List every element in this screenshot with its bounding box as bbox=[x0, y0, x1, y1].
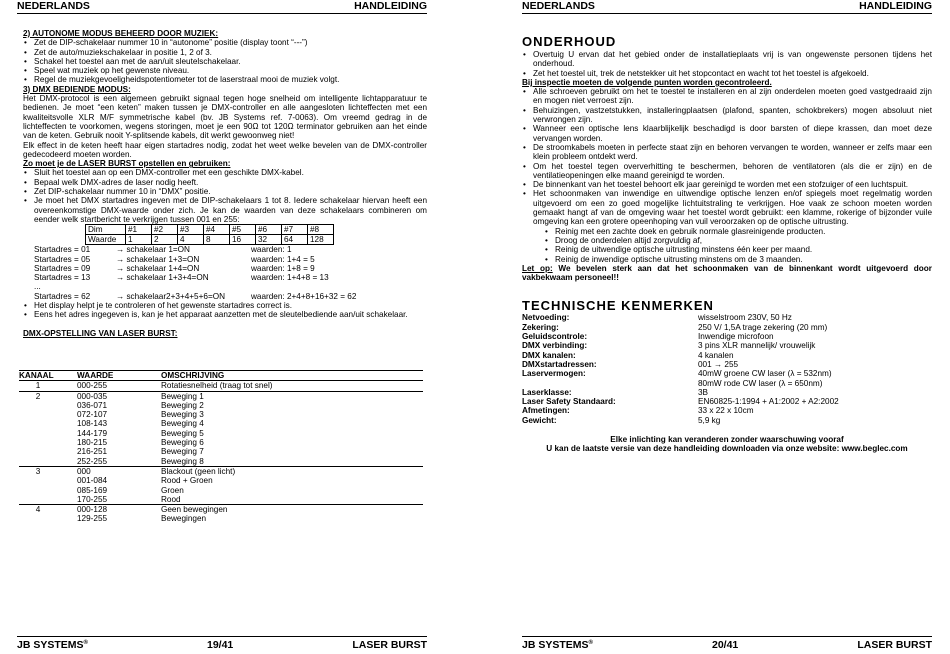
switch-setting: → schakelaar 1=ON bbox=[116, 245, 190, 255]
page-header bbox=[17, 0, 427, 14]
list-item: • Reinig met een zachte doek en gebruik normale glasreinigende producten. bbox=[544, 227, 932, 236]
dmx-channel-table bbox=[19, 370, 423, 524]
spec-value: 250 V/ 1,5A trage zekering (20 mm) bbox=[698, 322, 828, 332]
value-cell: 180-215 bbox=[77, 438, 108, 448]
list-item: • Overtuig U ervan dat het gebied onder de installatieplaats vrij is van ongewenste personen tijdens het onderhoud. bbox=[522, 50, 932, 69]
value-cell: 108-143 bbox=[77, 419, 108, 429]
spec-value: Inwendige microfoon bbox=[698, 332, 774, 342]
channel-cell: 1 bbox=[19, 381, 77, 391]
right-content bbox=[522, 34, 932, 454]
table-row bbox=[19, 447, 423, 456]
page-number: 20/41 bbox=[712, 639, 739, 651]
list-item: • Je moet het DMX startadres ingeven met de DIP-schakelaars 1 tot 8. Iedere schakelaar hiervan heeft een overeenkomstige DMX-waarde onder zich. Je kan de waarden van deze schakelaars combineren om eender welk startbericht te verkrijgen tussen 001 en 255: bbox=[23, 196, 427, 224]
spec-value: 001 → 255 bbox=[698, 359, 739, 369]
list-item: • Alle schroeven gebruikt om het te toestel te installeren en al zijn onderdelen moeten goed vastgedraaid zijn en mogen niet verroest zijn. bbox=[522, 87, 932, 106]
switch-values: waarden: 1 bbox=[251, 245, 292, 255]
header-language: NEDERLANDS bbox=[522, 0, 595, 12]
table-row bbox=[19, 391, 423, 401]
value-cell: 085-169 bbox=[77, 485, 108, 495]
table-cell: 32 bbox=[256, 235, 282, 245]
spec-value: 33 x 22 x 10cm bbox=[698, 406, 754, 416]
table-row bbox=[86, 235, 334, 245]
column-header: OMSCHRIJVING bbox=[161, 371, 423, 381]
table-cell: #6 bbox=[256, 225, 282, 235]
table-cell: Dim bbox=[86, 225, 126, 235]
table-row bbox=[19, 438, 423, 447]
address-examples bbox=[23, 245, 427, 301]
column-header: WAARDE bbox=[77, 371, 161, 381]
table-row bbox=[19, 410, 423, 419]
setup-list bbox=[23, 168, 427, 224]
value-cell: 129-255 bbox=[77, 514, 108, 524]
value-cell: 001-084 bbox=[77, 476, 108, 486]
spec-label: Laservermogen: bbox=[522, 369, 586, 379]
table-cell: #2 bbox=[152, 225, 178, 235]
table-cell: #1 bbox=[126, 225, 152, 235]
clean-list bbox=[544, 227, 932, 264]
table-cell: #5 bbox=[230, 225, 256, 235]
dmx-setup-title: DMX-OPSTELLING VAN LASER BURST: bbox=[23, 328, 178, 338]
footer-brand: JB SYSTEMS® bbox=[522, 639, 593, 651]
table-row bbox=[19, 381, 423, 391]
description-cell: Bewegingen bbox=[161, 514, 207, 524]
spec-value: EN60825-1:1994 + A1:2002 + A2:2002 bbox=[698, 397, 839, 407]
value-cell: 036-071 bbox=[77, 400, 108, 410]
description-cell: Rood bbox=[161, 494, 181, 504]
autonome-title: 2) AUTONOME MODUS BEHEERD DOOR MUZIEK: bbox=[23, 29, 219, 38]
value-cell: 216-251 bbox=[77, 447, 108, 457]
description-cell: Blackout (geen licht) bbox=[161, 466, 423, 476]
address-label: Startadres = 62 bbox=[34, 291, 91, 301]
switch-setting bbox=[116, 282, 251, 291]
table-cell: 8 bbox=[204, 235, 230, 245]
spec-list bbox=[522, 313, 932, 425]
dmx-channel-table-wrap bbox=[19, 370, 427, 524]
address-label: ... bbox=[34, 282, 41, 292]
switch-values: waarden: 1+4 = 5 bbox=[251, 254, 315, 264]
page-header bbox=[522, 0, 932, 14]
list-item: • Reinig de uitwendige optische uitrusting minstens één keer per maand. bbox=[544, 245, 932, 254]
spec-value: 80mW rode CW laser (λ = 650nm) bbox=[698, 378, 823, 388]
table-cell: 1 bbox=[126, 235, 152, 245]
list-item: • Zet DIP-schakelaar nummer 10 in “DMX” positie. bbox=[23, 187, 427, 196]
table-cell: 128 bbox=[308, 235, 334, 245]
list-item: • Regel de muziekgevoeligheidspotentiometer tot de laserstraal mooi de muziek volgt. bbox=[23, 75, 427, 84]
switch-values: waarden: 1+4+8 = 13 bbox=[251, 273, 329, 283]
table-cell: 64 bbox=[282, 235, 308, 245]
table-cell: #8 bbox=[308, 225, 334, 235]
page-right bbox=[522, 0, 932, 654]
value-cell: 000-035 bbox=[77, 391, 161, 401]
description-cell: Beweging 3 bbox=[161, 410, 204, 420]
table-cell: Waarde bbox=[86, 235, 126, 245]
notice-download: U kan de laatste versie van deze handleiding downloaden via onze website: www.beglec.com bbox=[546, 444, 908, 454]
column-header: KANAAL bbox=[19, 371, 77, 381]
left-content bbox=[23, 29, 427, 338]
channel-cell: 2 bbox=[19, 391, 77, 401]
letop-label: Let op: bbox=[522, 263, 553, 273]
display-list bbox=[23, 301, 427, 320]
table-cell: #7 bbox=[282, 225, 308, 235]
header-title: HANDLEIDING bbox=[859, 0, 932, 12]
spec-value: wisselstroom 230V, 50 Hz bbox=[698, 313, 792, 323]
footer-brand: JB SYSTEMS® bbox=[17, 639, 88, 651]
list-item: • Schakel het toestel aan met de aan/uit sleutelschakelaar. bbox=[23, 57, 427, 66]
onderhoud-title: ONDERHOUD bbox=[522, 34, 617, 49]
table-cell: 16 bbox=[230, 235, 256, 245]
channel-cell: 4 bbox=[19, 505, 77, 515]
table-row bbox=[19, 466, 423, 476]
description-cell: Beweging 8 bbox=[161, 456, 204, 466]
description-cell: Rood + Groen bbox=[161, 476, 213, 486]
spec-label: Laser Safety Standaard: bbox=[522, 397, 616, 407]
table-cell: #3 bbox=[178, 225, 204, 235]
spec-label: Netvoeding: bbox=[522, 313, 570, 323]
spec-value: 3B bbox=[698, 387, 709, 397]
spec-label: DMXstartadressen: bbox=[522, 359, 597, 369]
spec-value: 5,9 kg bbox=[698, 415, 721, 425]
table-row bbox=[19, 505, 423, 515]
setup-title: Zo moet je de LASER BURST opstellen en gebruiken: bbox=[23, 159, 231, 169]
list-item: • De binnenkant van het toestel behoort elk jaar gereinigd te worden met een stofzuiger of een luchtspuit. bbox=[522, 180, 932, 189]
table-row bbox=[19, 514, 423, 523]
table-row bbox=[19, 486, 423, 495]
dmx-paragraph-1: Het DMX-protocol is een algemeen gebruikt signaal tegen hoge snelheid om intelligente lichtapparatuur te bedienen. Je moet “een keten” maken tussen je DMX-controller en alle aangesloten lichteffecten met een kwaliteitsvolle XLR M/F symmetrische kabel (bv. JB Systems ref. 7-0063). Om vreemd gedrag in de lichteffecten te voorkomen, wegens storingen, moet je een 90Ω tot 120Ω terminator gebruiken aan het einde van de keten. Gebruik nooit Y-splitsende kabels, dit werkt gewoonweg niet! bbox=[23, 94, 427, 141]
spec-label: DMX kanalen: bbox=[522, 350, 576, 360]
autonome-list bbox=[23, 38, 427, 84]
list-item: • Wanneer een optische lens klaarblijkelijk beschadigd is door barsten of diepe krassen, dan moet deze vervangen worden. bbox=[522, 124, 932, 143]
page-number: 19/41 bbox=[207, 639, 234, 651]
inspectie-title: Bij inspectie moeten de volgende punten worden gecontroleerd. bbox=[522, 77, 772, 87]
value-cell: 000 bbox=[77, 466, 161, 476]
description-cell: Beweging 1 bbox=[161, 391, 423, 401]
list-item: • Bepaal welk DMX-adres de laser nodig heeft. bbox=[23, 178, 427, 187]
spec-value: 4 kanalen bbox=[698, 350, 734, 360]
switch-setting: → schakelaar 1+3=ON bbox=[116, 254, 200, 264]
value-cell: 170-255 bbox=[77, 494, 108, 504]
list-item: • Zet het toestel uit, trek de netstekker uit het stopcontact en wacht tot het toestel is afgekoeld. bbox=[522, 69, 932, 78]
table-cell: 4 bbox=[178, 235, 204, 245]
spec-label: Afmetingen: bbox=[522, 406, 570, 416]
spec-label: Laserklasse: bbox=[522, 387, 572, 397]
list-item: • Droog de onderdelen altijd zorgvuldig af, bbox=[544, 236, 932, 245]
description-cell: Beweging 6 bbox=[161, 438, 204, 448]
description-cell: Rotatiesnelheid (traag tot snel) bbox=[161, 381, 423, 391]
address-label: Startadres = 09 bbox=[34, 263, 91, 273]
address-label: Startadres = 01 bbox=[34, 245, 91, 255]
value-cell: 144-179 bbox=[77, 428, 108, 438]
letop-note bbox=[522, 264, 932, 283]
list-item: • Speel wat muziek op het gewenste niveau. bbox=[23, 66, 427, 75]
switch-values: waarden: 2+4+8+16+32 = 62 bbox=[251, 291, 357, 301]
table-row bbox=[19, 476, 423, 485]
value-cell: 000-128 bbox=[77, 505, 161, 515]
switch-setting: → schakelaar2+3+4+5+6=ON bbox=[116, 291, 226, 301]
address-label: Startadres = 13 bbox=[34, 273, 91, 283]
list-item: • Zet de auto/muziekschakelaar in positie 1, 2 of 3. bbox=[23, 48, 427, 57]
spec-value: 3 pins XLR mannelijk/ vrouwelijk bbox=[698, 341, 816, 351]
table-row bbox=[19, 401, 423, 410]
dmx-mode-title: 3) DMX BEDIENDE MODUS: bbox=[23, 84, 131, 94]
page-footer bbox=[522, 636, 932, 652]
table-row bbox=[19, 495, 423, 505]
page-left bbox=[17, 0, 427, 654]
letop-text: We bevelen sterk aan dat het schoonmaken van de binnenkant wordt uitgevoerd door vakbekwaam personeel!! bbox=[522, 263, 932, 283]
value-cell: 000-255 bbox=[77, 381, 161, 391]
spec-label: Zekering: bbox=[522, 322, 559, 332]
header-title: HANDLEIDING bbox=[354, 0, 427, 12]
header-language: NEDERLANDS bbox=[17, 0, 90, 12]
tech-title: TECHNISCHE KENMERKEN bbox=[522, 298, 714, 314]
spec-label: Gewicht: bbox=[522, 415, 557, 425]
spec-label: Geluidscontrole: bbox=[522, 332, 588, 342]
list-item: • Reinig de inwendige optische uitrusting minstens om de 3 maanden. bbox=[544, 255, 932, 264]
onderhoud-list bbox=[522, 50, 932, 78]
value-cell: 252-255 bbox=[77, 456, 108, 466]
table-row bbox=[19, 457, 423, 467]
table-row bbox=[19, 429, 423, 438]
list-item: • Het display helpt je te controleren of het gewenste startadres correct is. bbox=[23, 301, 427, 310]
switch-values: waarden: 1+8 = 9 bbox=[251, 263, 315, 273]
table-row bbox=[86, 225, 334, 235]
spec-value: 40mW groene CW laser (λ = 532nm) bbox=[698, 369, 832, 379]
dmx-paragraph-2: Elk effect in de keten heeft haar eigen startadres nodig, zodat het weet welke bevelen van de DMX-controller gedecodeerd moeten worden. bbox=[23, 140, 427, 159]
description-cell: Groen bbox=[161, 485, 184, 495]
list-item: • Het schoonmaken van inwendige en uitwendige optische lenzen en/of spiegels moet regelmatig worden uitgevoerd om een zo goed mogelijke lichtuitstraling te verkrijgen. Hoe vaak ze schoon moeten worden gemaakt hangt af van de omgeving waar het toestel wordt gebruikt: een klamme, rokerige of bijzonder vuile omgeving kan een grotere opeenhoping van vuil veroorzaken op de optische uitrusting. bbox=[522, 189, 932, 226]
description-cell: Beweging 7 bbox=[161, 447, 204, 457]
inspectie-list bbox=[522, 87, 932, 226]
dip-switch-table bbox=[85, 224, 334, 245]
list-item: • De stroomkabels moeten in perfecte staat zijn en behoren vervangen te worden, wanneer er zelfs maar een klein probleem ontdekt werd. bbox=[522, 143, 932, 162]
list-item: • Zet de DIP-schakelaar nummer 10 in “autonome” positie (display toont “---”) bbox=[23, 38, 427, 47]
address-label: Startadres = 05 bbox=[34, 254, 91, 264]
table-row bbox=[19, 419, 423, 428]
list-item: • Eens het adres ingegeven is, kan je het apparaat aanzetten met de sleutelbediende aan/uit schakelaar. bbox=[23, 310, 427, 319]
table-cell: 2 bbox=[152, 235, 178, 245]
channel-cell: 3 bbox=[19, 466, 77, 476]
switch-setting: → schakelaar 1+3+4=ON bbox=[116, 273, 209, 283]
table-cell: #4 bbox=[204, 225, 230, 235]
footer-product: LASER BURST bbox=[857, 639, 932, 651]
list-item: • Sluit het toestel aan op een DMX-controller met een geschikte DMX-kabel. bbox=[23, 168, 427, 177]
list-item: • Om het toestel tegen oververhitting te beschermen, behoren de ventilatoren (als die er zijn) en de ventilatieopeningen elke maand gereinigd te worden. bbox=[522, 162, 932, 181]
description-cell: Beweging 5 bbox=[161, 428, 204, 438]
description-cell: Beweging 2 bbox=[161, 400, 204, 410]
table-header-row bbox=[19, 371, 423, 381]
value-cell: 072-107 bbox=[77, 410, 108, 420]
spec-label: DMX verbinding: bbox=[522, 341, 588, 351]
notice-change: Elke inlichting kan veranderen zonder waarschuwing vooraf bbox=[610, 434, 844, 444]
page-footer bbox=[17, 636, 427, 652]
description-cell: Geen bewegingen bbox=[161, 505, 423, 515]
switch-values bbox=[251, 282, 427, 291]
footer-product: LASER BURST bbox=[352, 639, 427, 651]
switch-setting: → schakelaar 1+4=ON bbox=[116, 263, 200, 273]
description-cell: Beweging 4 bbox=[161, 419, 204, 429]
list-item: • Behuizingen, vastzetstukken, installeringplaatsen (plafond, spanten, schokbrekers) mogen absoluut niet verwrongen zijn. bbox=[522, 106, 932, 125]
